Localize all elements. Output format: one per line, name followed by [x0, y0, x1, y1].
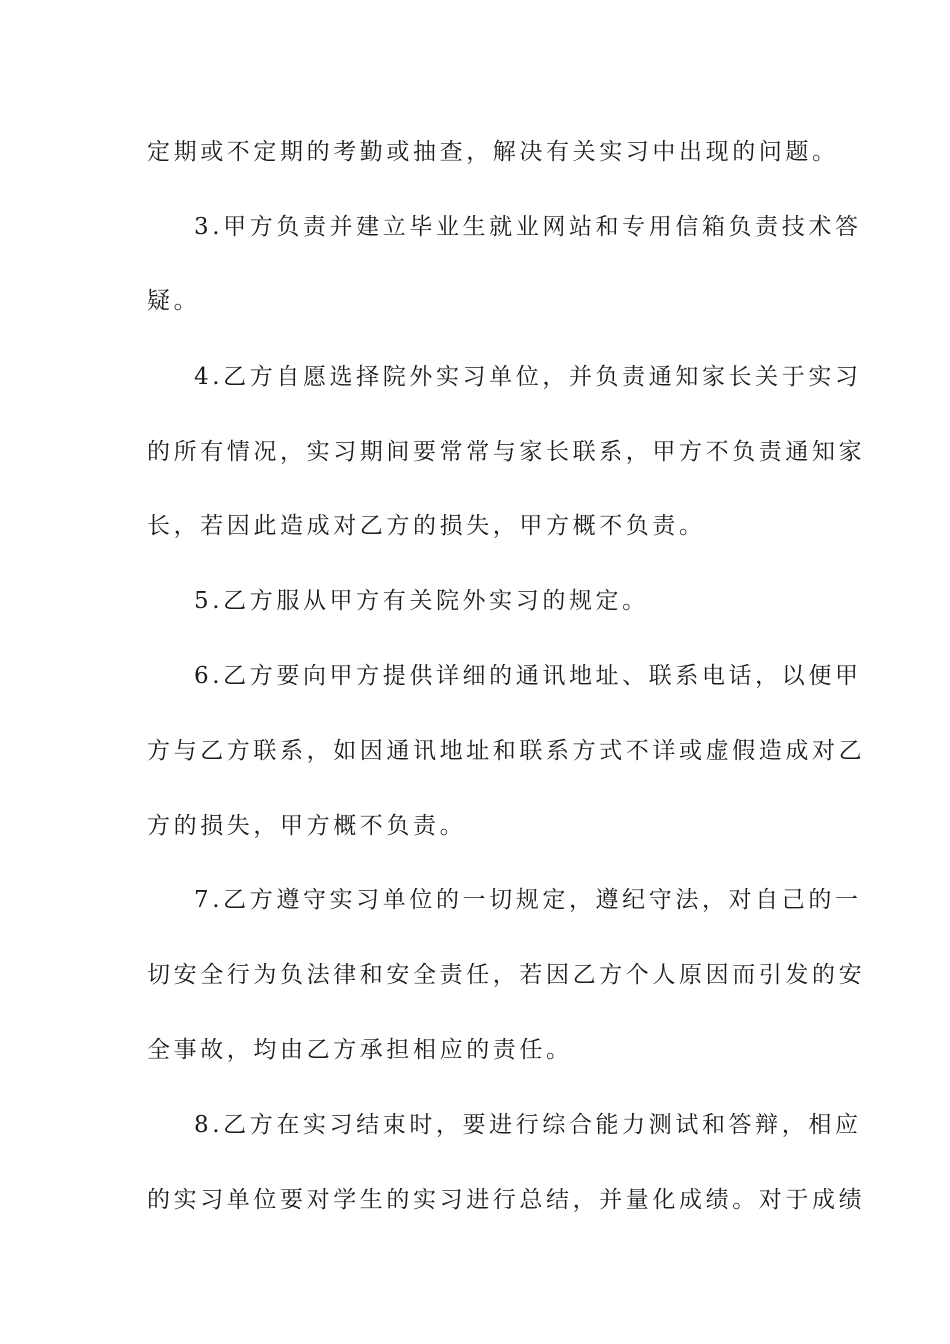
text-line: 切安全行为负法律和安全责任，若因乙方个人原因而引发的安 [147, 962, 866, 988]
text-line-item-3: 3.甲方负责并建立毕业生就业网站和专用信箱负责技术答 [194, 214, 862, 240]
text-line: 疑。 [147, 288, 201, 314]
text-line-item-6: 6.乙方要向甲方提供详细的通讯地址、联系电话，以便甲 [194, 663, 862, 689]
text-line: 方与乙方联系，如因通讯地址和联系方式不详或虚假造成对乙 [147, 738, 866, 764]
text-line: 长，若因此造成对乙方的损失，甲方概不负责。 [147, 513, 706, 539]
text-line: 的实习单位要对学生的实习进行总结，并量化成绩。对于成绩 [147, 1187, 866, 1213]
text-line: 方的损失，甲方概不负责。 [147, 813, 467, 839]
text-line-item-8: 8.乙方在实习结束时，要进行综合能力测试和答辩，相应 [194, 1112, 862, 1138]
text-line: 的所有情况，实习期间要常常与家长联系，甲方不负责通知家 [147, 439, 866, 465]
text-line-item-5: 5.乙方服从甲方有关院外实习的规定。 [194, 588, 649, 614]
text-line-item-7: 7.乙方遵守实习单位的一切规定，遵纪守法，对自己的一 [194, 887, 862, 913]
text-line-item-4: 4.乙方自愿选择院外实习单位，并负责通知家长关于实习 [194, 364, 862, 390]
text-line: 全事故，均由乙方承担相应的责任。 [147, 1037, 573, 1063]
text-line: 定期或不定期的考勤或抽查，解决有关实习中出现的问题。 [147, 139, 839, 165]
